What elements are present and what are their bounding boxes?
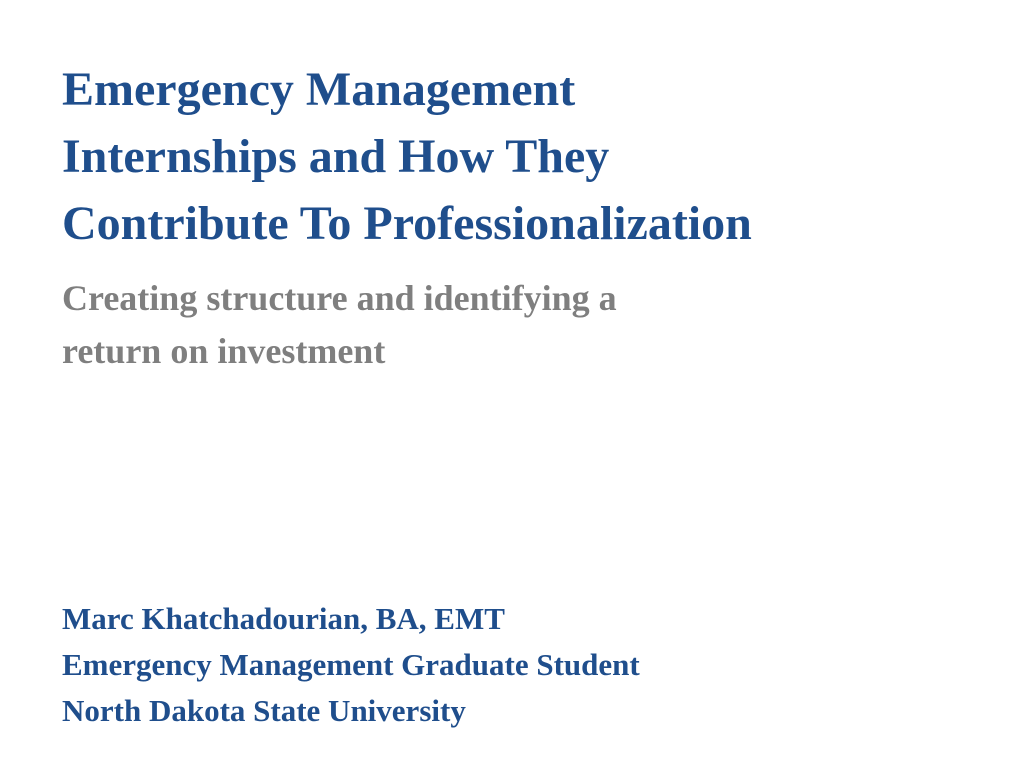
title-line: Contribute To Professionalization: [62, 197, 752, 250]
title-line: Emergency Management: [62, 63, 576, 116]
subtitle-line: return on investment: [62, 331, 386, 371]
slide-subtitle: [62, 272, 862, 378]
author-role: Emergency Management Graduate Student: [62, 647, 640, 682]
author-block: [62, 596, 962, 734]
subtitle-line: Creating structure and identifying a: [62, 278, 617, 318]
author-institution: North Dakota State University: [62, 693, 466, 728]
slide-title: [62, 56, 962, 257]
author-name: Marc Khatchadourian, BA, EMT: [62, 601, 505, 636]
title-line: Internships and How They: [62, 130, 610, 183]
